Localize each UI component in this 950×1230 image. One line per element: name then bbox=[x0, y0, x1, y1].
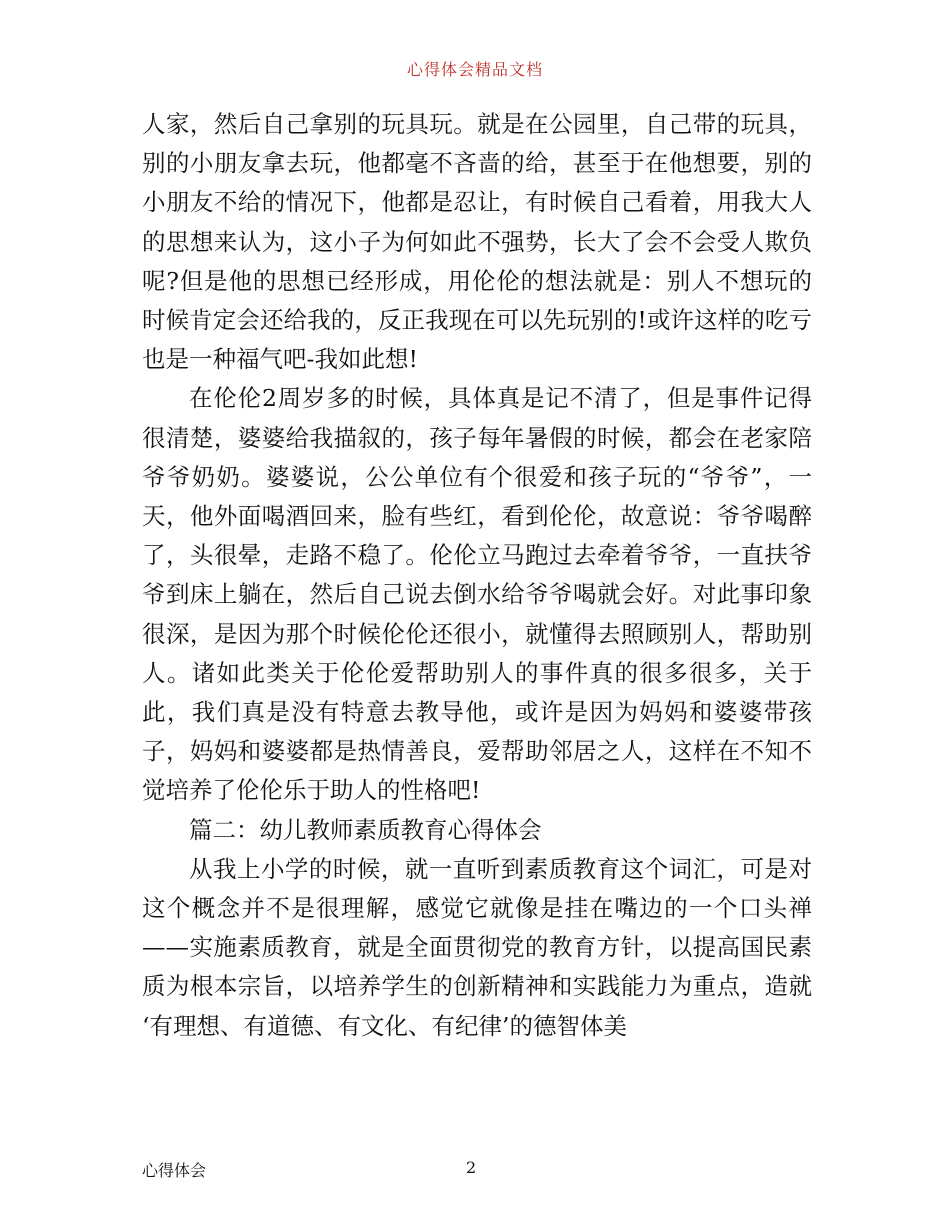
paragraph-continuation: 人家，然后自己拿别的玩具玩。就是在公园里，自己带的玩具，别的小朋友拿去玩，他都毫不吝啬的给，甚至于在他想要，别的小朋友不给的情况下，他都是忍让，有时候自己看着，用我大人的思想来认为，这小子为何如此不强势，长大了会不会受人欺负呢?但是他的思想已经形成，用伦伦的想法就是：别人不想玩的时候肯定会还给我的，反正我现在可以先玩别的!或许这样的吃亏也是一种福气吧-我如此想! bbox=[142, 110, 812, 374]
page-footer-label: 心得体会 bbox=[142, 1161, 207, 1180]
paragraph-story: 在伦伦2周岁多的时候，具体真是记不清了，但是事件记得很清楚，婆婆给我描叙的，孩子每年暑假的时候，都会在老家陪爷爷奶奶。婆婆说，公公单位有个很爱和孩子玩的“爷爷”，一天，他外面喝酒回来，脸有些红，看到伦伦，故意说：爷爷喝醉了，头很晕，走路不稳了。伦伦立马跑过去牵着爷爷，一直扶爷爷到床上躺在，然后自己说去倒水给爷爷喝就会好。对此事印象很深，是因为那个时候伦伦还很小，就懂得去照顾别人，帮助别人。诸如此类关于伦伦爱帮助别人的事件真的很多很多，关于此，我们真是没有特意去教导他，或许是因为妈妈和婆婆带孩子，妈妈和婆婆都是热情善良，爱帮助邻居之人，这样在不知不觉培养了伦伦乐于助人的性格吧! bbox=[142, 384, 812, 805]
page-header-title: 心得体会精品文档 bbox=[406, 60, 543, 79]
page-number: 2 bbox=[466, 1158, 477, 1177]
document-body bbox=[142, 105, 812, 1046]
section-heading: 篇二：幼儿教师素质教育心得体会 bbox=[189, 815, 542, 844]
paragraph-essay-intro: 从我上小学的时候，就一直听到素质教育这个词汇，可是对这个概念并不是很理解，感觉它就像是挂在嘴边的一个口头禅——实施素质教育，就是全面贯彻党的教育方针，以提高国民素质为根本宗旨，以培养学生的创新精神和实践能力为重点，造就 ‘有理想、有道德、有文化、有纪律’的德智体美 bbox=[142, 854, 812, 1040]
